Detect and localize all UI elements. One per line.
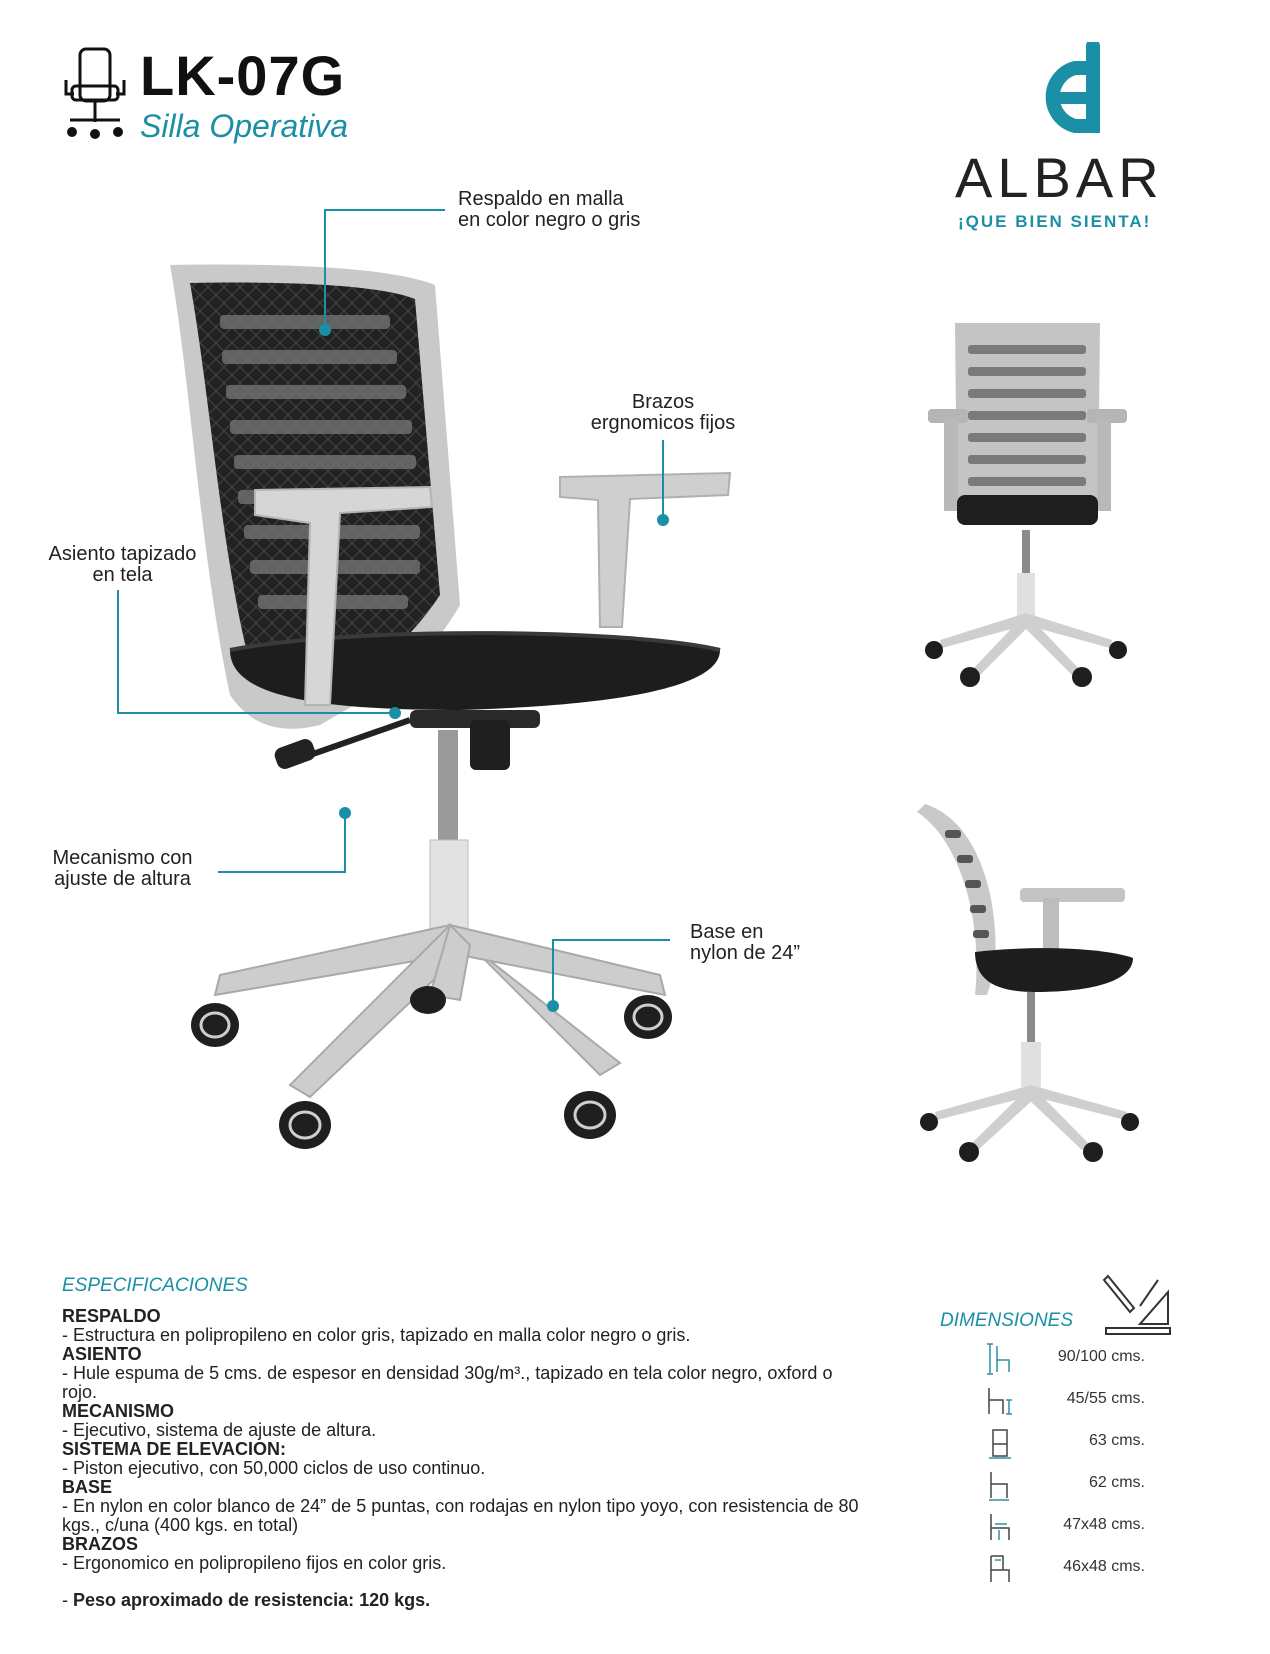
dimension-value: 47x48 cms. <box>1063 1516 1145 1533</box>
ruler-triangle-icon <box>1100 1270 1175 1338</box>
spec-title: MECANISMO <box>62 1401 174 1421</box>
specs-heading: ESPECIFICACIONES <box>62 1275 248 1296</box>
dimension-value: 62 cms. <box>1088 1474 1145 1491</box>
spec-title: SISTEMA DE ELEVACION: <box>62 1439 287 1459</box>
dimensions-heading: DIMENSIONES <box>940 1310 1074 1331</box>
dimension-row-seat-size <box>985 1510 1145 1544</box>
spec-title: BASE <box>62 1477 113 1497</box>
spec-item <box>62 1345 862 1402</box>
callout-mecanismo-line2: ajuste de altura <box>54 868 191 890</box>
callout-base <box>690 922 800 964</box>
spec-title: RESPALDO <box>62 1306 161 1326</box>
spec-item <box>62 1440 862 1478</box>
dimension-value: 63 cms. <box>1088 1432 1145 1449</box>
width-icon <box>985 1426 1015 1460</box>
callout-mecanismo-line1: Mecanismo con <box>52 847 193 869</box>
seat-height-icon <box>985 1384 1015 1418</box>
callout-brazos-line1: Brazos <box>631 391 695 413</box>
callout-brazos <box>563 392 763 434</box>
callout-asiento-line2: en tela <box>92 564 153 586</box>
spec-item <box>62 1478 862 1535</box>
depth-icon <box>985 1468 1015 1502</box>
spec-text: - En nylon en color blanco de 24” de 5 puntas, con rodajas en nylon tipo yoyo, con resistencia de 80 kgs., c/una (400 kgs. en total) <box>62 1496 859 1535</box>
spec-item <box>62 1402 862 1440</box>
callout-asiento-line1: Asiento tapizado <box>48 543 197 565</box>
backrest-size-icon <box>985 1552 1015 1586</box>
callout-respaldo-line1: Respaldo en malla <box>458 188 624 210</box>
dimension-row-depth <box>985 1468 1145 1502</box>
callout-respaldo <box>458 189 640 231</box>
spec-item <box>62 1535 862 1573</box>
model-subtitle: Silla Operativa <box>140 108 349 144</box>
specs-list <box>62 1307 862 1610</box>
callout-brazos-line2: ergnomicos fijos <box>590 412 736 434</box>
dimension-row-width <box>985 1426 1145 1460</box>
spec-text: - Piston ejecutivo, con 50,000 ciclos de uso continuo. <box>62 1458 486 1478</box>
spec-title: BRAZOS <box>62 1534 138 1554</box>
callout-base-line2: nylon de 24” <box>690 942 801 964</box>
dimension-row-seat-height <box>985 1384 1145 1418</box>
chair-side-view-image <box>915 800 1140 1175</box>
dimension-row-total-height <box>985 1342 1145 1376</box>
spec-title: ASIENTO <box>62 1344 142 1364</box>
spec-weight-capacity <box>62 1591 862 1610</box>
seat-size-icon <box>985 1510 1015 1544</box>
chair-back-view-image <box>920 315 1135 690</box>
spec-weight-prefix: - <box>62 1590 73 1610</box>
spec-text: - Hule espuma de 5 cms. de espesor en densidad 30g/m³., tapizado en tela color negro, oxford o rojo. <box>62 1363 833 1402</box>
total-height-icon <box>985 1342 1015 1376</box>
model-title: LK-07G <box>140 44 346 107</box>
callout-respaldo-line2: en color negro o gris <box>458 209 641 231</box>
brand-name: ALBAR <box>955 146 1164 209</box>
dimension-value: 90/100 cms. <box>1057 1348 1145 1365</box>
spec-text: - Ergonomico en polipropileno fijos en color gris. <box>62 1553 447 1573</box>
dimension-value: 45/55 cms. <box>1066 1390 1145 1407</box>
spec-text: - Estructura en polipropileno en color gris, tapizado en malla color negro o gris. <box>62 1325 691 1345</box>
callout-mecanismo <box>35 848 210 890</box>
spec-text: - Ejecutivo, sistema de ajuste de altura. <box>62 1420 377 1440</box>
spec-weight-text: Peso aproximado de resistencia: 120 kgs. <box>73 1590 431 1610</box>
spec-item <box>62 1307 862 1345</box>
callout-base-line1: Base en <box>690 921 764 943</box>
callout-asiento <box>30 544 215 586</box>
dimension-value: 46x48 cms. <box>1063 1558 1145 1575</box>
dimension-row-backrest-size <box>985 1552 1145 1586</box>
brand-tagline: ¡QUE BIEN SIENTA! <box>958 212 1152 231</box>
